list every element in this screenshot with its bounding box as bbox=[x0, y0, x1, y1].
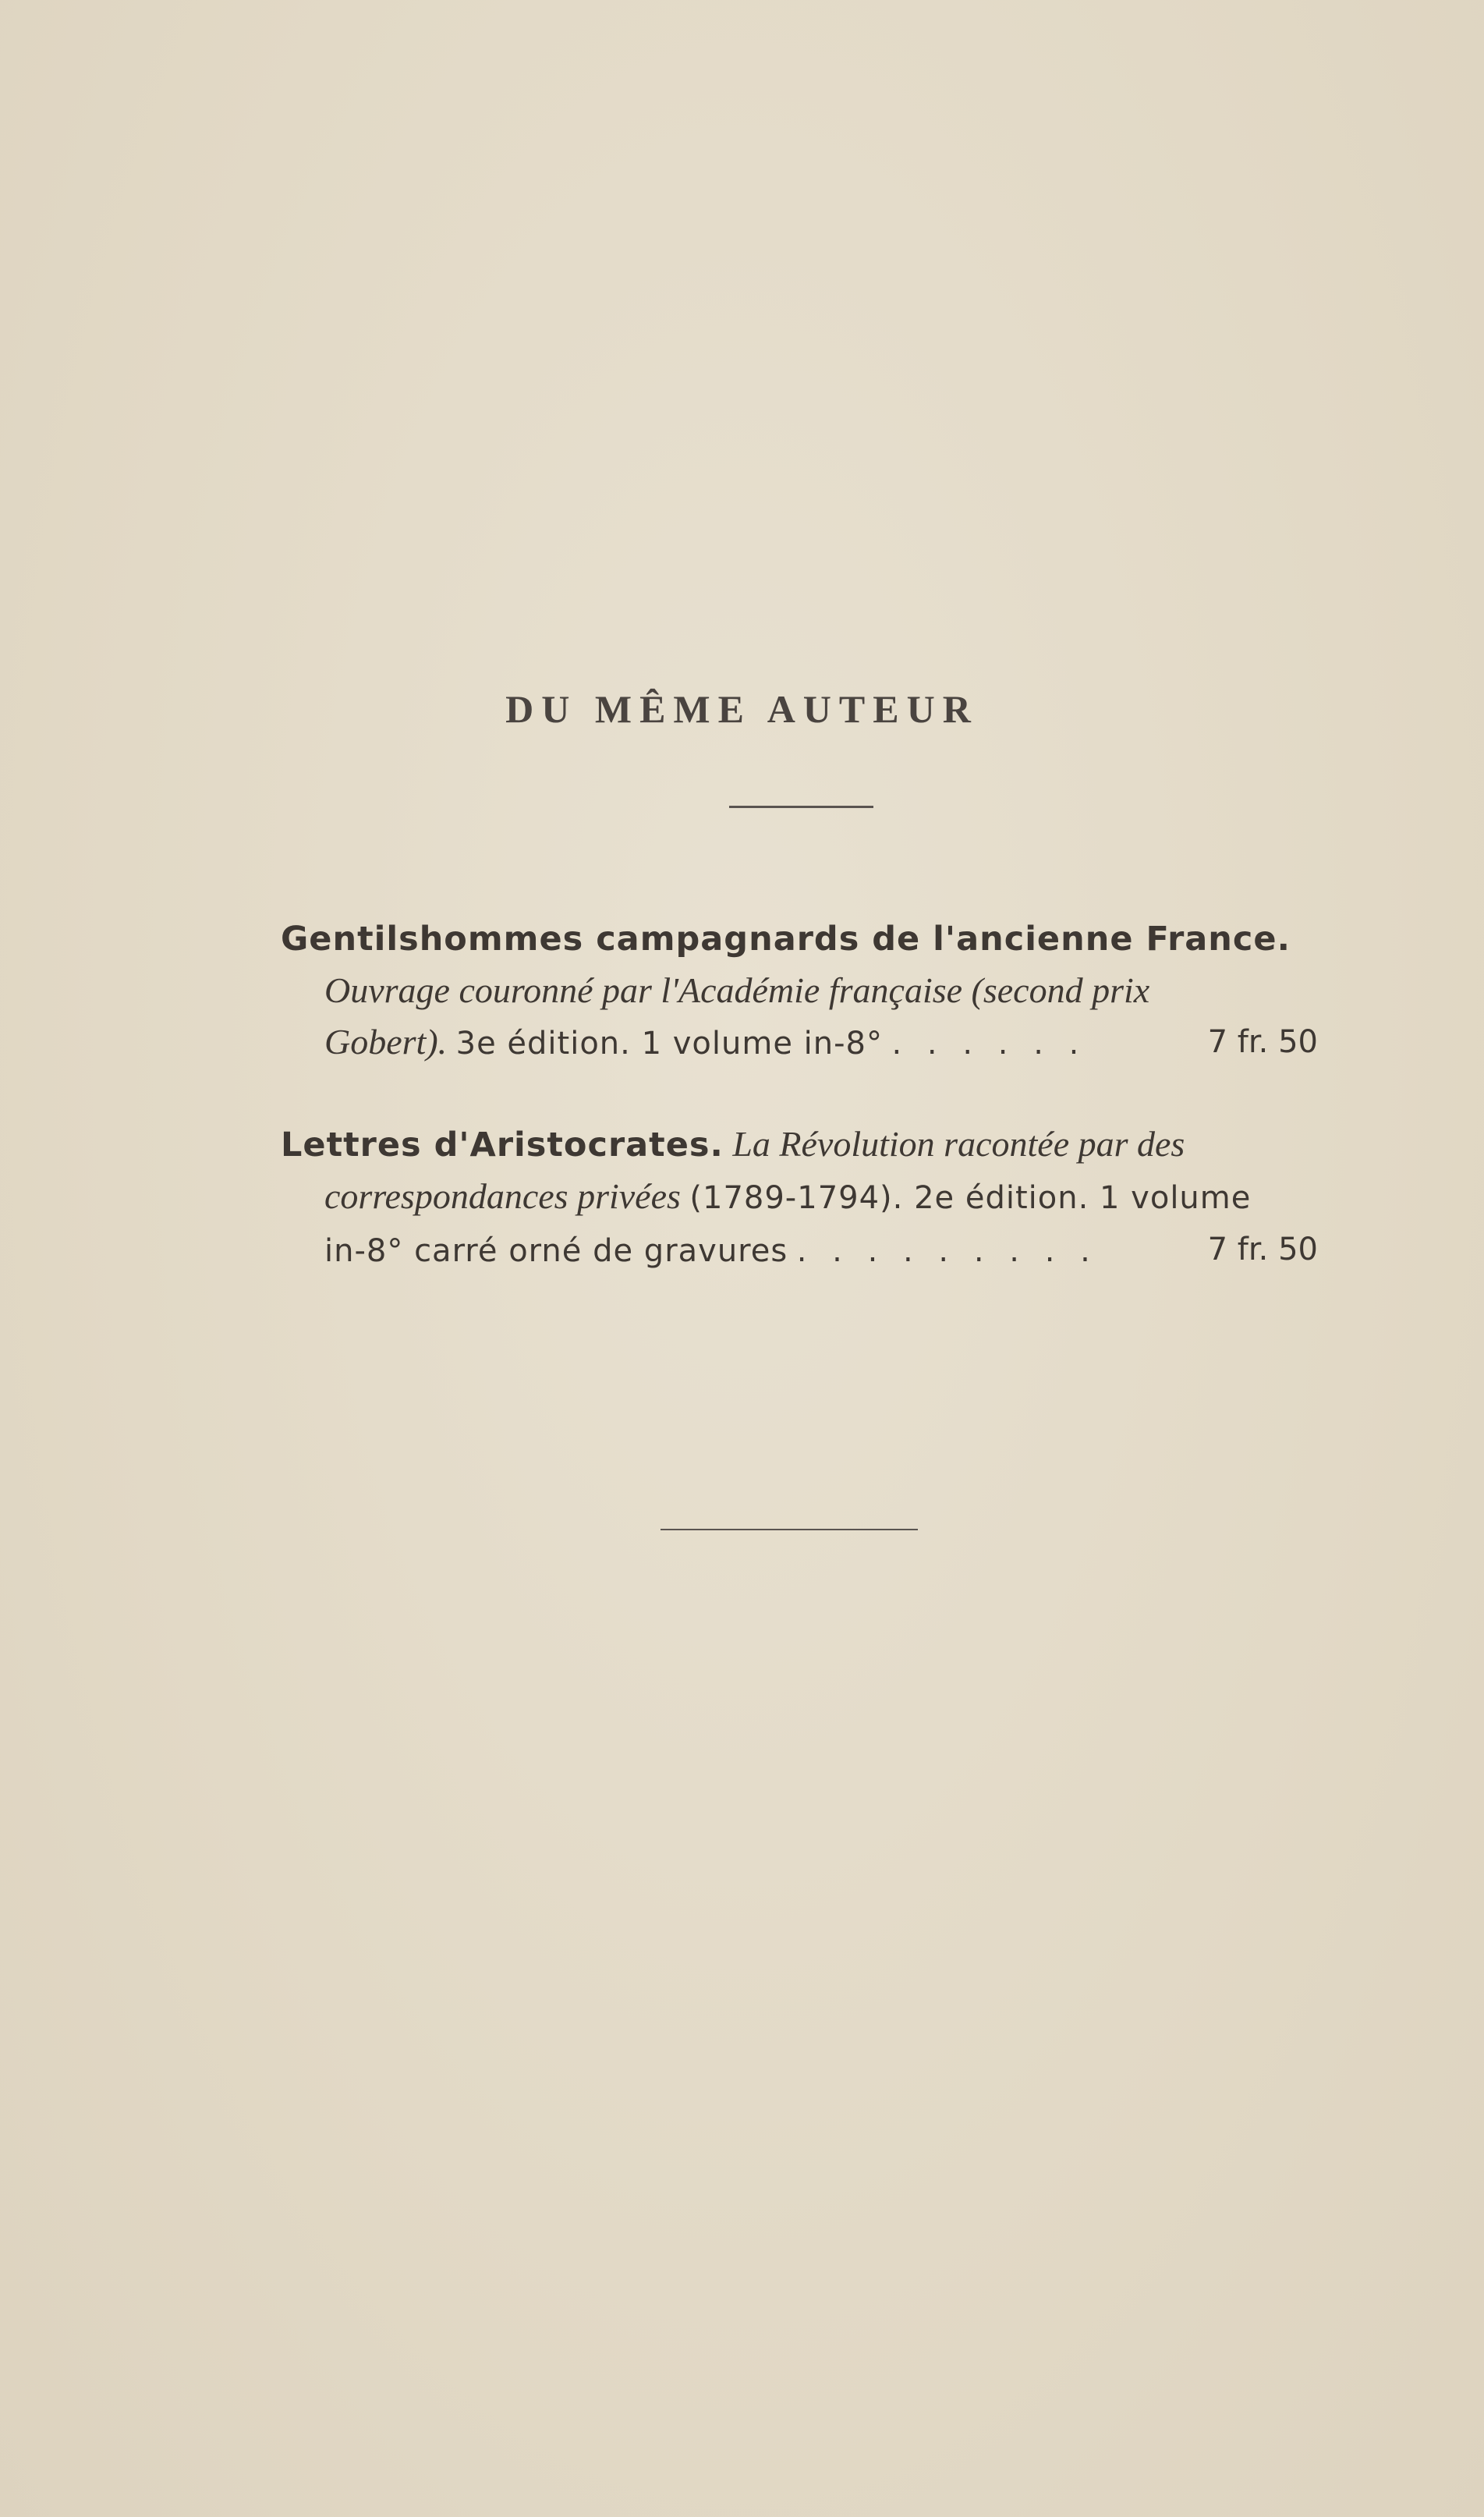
bibliography-entry-1 bbox=[281, 913, 1318, 1069]
entry-1-edition: 3e édition. 1 volume in-8° bbox=[455, 1026, 883, 1062]
entry-1-title: Gentilshommes campagnards de l'ancienne France. bbox=[281, 920, 1291, 959]
page-heading: DU MÊME AUTEUR bbox=[505, 687, 979, 731]
entry-1-note: Ouvrage couronné par l'Académie française (second prix bbox=[324, 970, 1150, 1010]
top-rule bbox=[729, 806, 873, 808]
entry-1-note-cont: Gobert). bbox=[324, 1022, 448, 1062]
entry-2-leader-dots: . . . . . . . . . bbox=[796, 1233, 1098, 1269]
entry-2-subtitle: La Révolution racontée par des bbox=[732, 1124, 1185, 1164]
entry-2-format: in-8° carré orné de gravures bbox=[324, 1233, 788, 1269]
bottom-rule bbox=[661, 1529, 918, 1530]
entry-2-price: 7 fr. 50 bbox=[1207, 1232, 1318, 1267]
entry-2-dates-edition: (1789-1794). 2e édition. 1 volume bbox=[689, 1180, 1252, 1216]
entry-1-price: 7 fr. 50 bbox=[1207, 1024, 1318, 1060]
entry-2-subtitle-cont: correspondances privées bbox=[324, 1176, 681, 1216]
entry-1-leader-dots: . . . . . . bbox=[891, 1026, 1087, 1062]
entry-2-title: Lettres d'Aristocrates. bbox=[281, 1126, 724, 1165]
bibliography-entry-2 bbox=[281, 1118, 1318, 1277]
